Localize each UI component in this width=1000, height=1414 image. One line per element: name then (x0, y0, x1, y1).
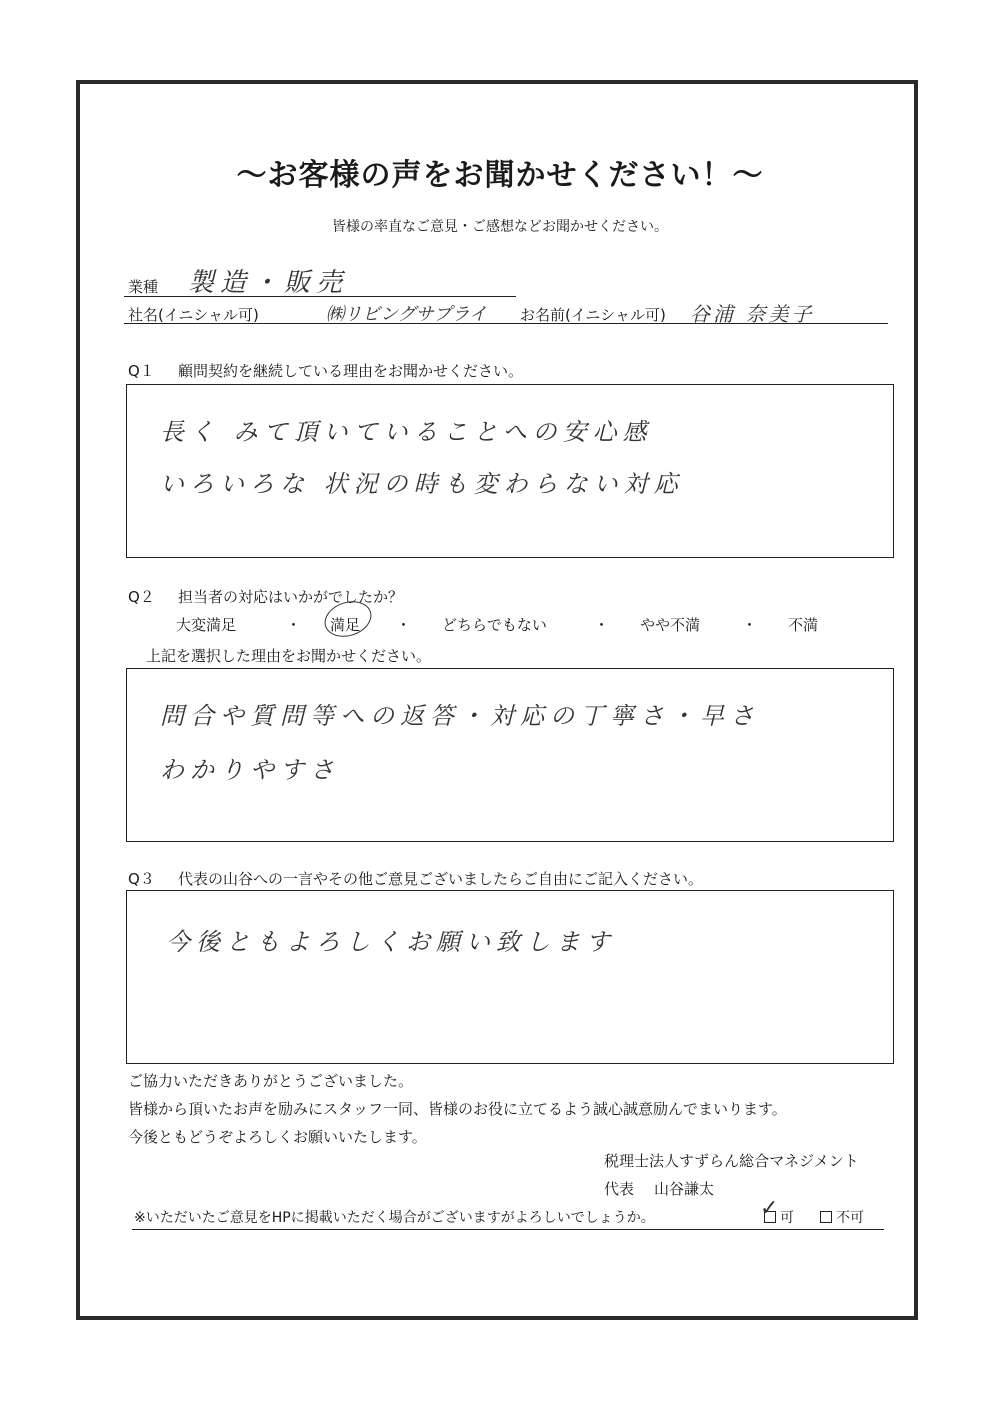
name-label: お名前(イニシャル可) (520, 306, 666, 324)
form-subtitle: 皆様の率直なご意見・ご感想などお聞かせください。 (332, 219, 668, 235)
q3-answer-box (126, 890, 894, 1064)
q1-question: 顧問契約を継続している理由をお聞かせください。 (178, 362, 524, 380)
thanks-line-3: 今後ともどうぞよろしくお願いいたします。 (128, 1128, 427, 1146)
permission-no-checkbox[interactable] (820, 1211, 832, 1223)
permission-yes-check-mark: ✓ (760, 1196, 779, 1221)
organization-name: 税理士法人すずらん総合マネジメント (604, 1152, 859, 1170)
industry-value: 製造・販売 (188, 268, 349, 298)
company-underline (124, 323, 888, 324)
q3-answer-line-1: 今後ともよろしくお願い致します (166, 928, 616, 956)
q3-question: 代表の山谷への一言やその他ご意見ございましたらご自由にご記入ください。 (178, 870, 704, 888)
q2-option-dissatisfied: 不満 (788, 616, 819, 634)
thanks-line-1: ご協力いただきありがとうございました。 (128, 1072, 414, 1090)
permission-underline (132, 1229, 884, 1230)
permission-question: ※いただいたご意見をHPに掲載いただく場合がございますがよろしいでしょうか。 (134, 1210, 655, 1226)
representative-name: 山谷謙太 (654, 1180, 715, 1198)
q2-question: 担当者の対応はいかがでしたか？ (178, 588, 404, 606)
q2-answer-line-2: わかりやすさ (160, 756, 340, 784)
q2-answer-line-1: 問合や質問等への返答・対応の丁寧さ・早さ (160, 702, 760, 730)
q2-option-somewhat-dissatisfied: やや不満 (640, 616, 701, 634)
representative-title: 代表 (604, 1180, 635, 1198)
q1-answer-line-2: いろいろな 状況の時も変わらない対応 (160, 470, 684, 498)
q2-label: Q２ (128, 588, 155, 606)
q1-label: Q１ (128, 362, 155, 380)
permission-no-label: 不可 (836, 1210, 864, 1226)
q2-option-satisfied: 満足 (330, 616, 361, 634)
company-label: 社名(イニシャル可) (128, 306, 259, 324)
permission-yes-label: 可 (780, 1210, 794, 1226)
q2-reason-prompt: 上記を選択した理由をお聞かせください。 (146, 647, 432, 665)
industry-label: 業種 (128, 278, 159, 296)
q3-label: Q３ (128, 870, 155, 888)
industry-underline (124, 296, 516, 297)
thanks-line-2: 皆様から頂いたお声を励みにスタッフ一同、皆様のお役に立てるよう誠心誠意励んでまいります。 (128, 1100, 787, 1118)
name-value: 谷浦 奈美子 (690, 302, 815, 326)
company-value: ㈱リビングサプライ (326, 304, 488, 325)
form-title: ～お客様の声をお聞かせください！～ (236, 158, 764, 193)
q2-option-very-satisfied: 大変満足 (176, 616, 237, 634)
q1-answer-line-1: 長く みて頂いていることへの安心感 (160, 418, 653, 446)
q2-option-neutral: どちらでもない (442, 616, 547, 634)
